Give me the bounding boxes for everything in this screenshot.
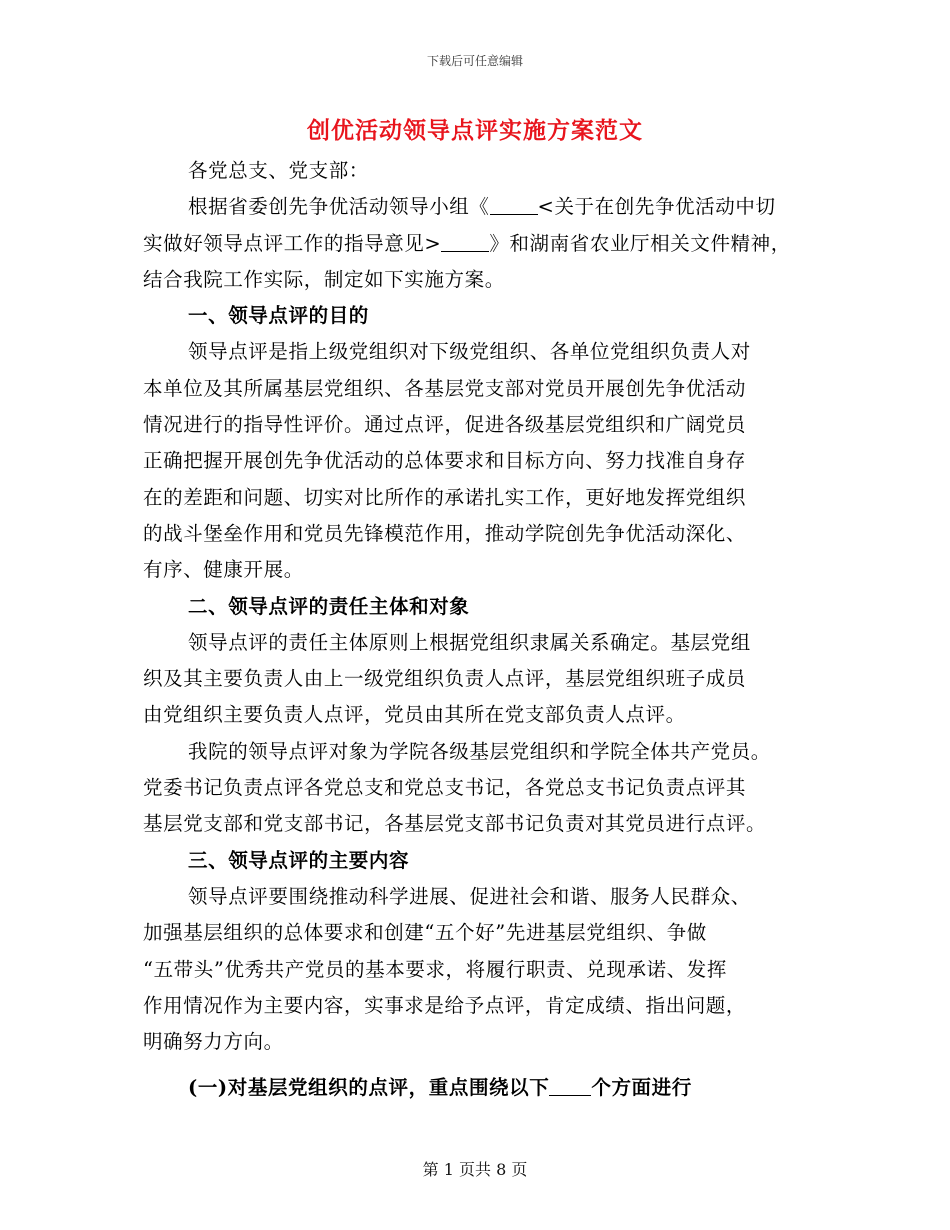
document-title: 创优活动领导点评实施方案范文: [307, 117, 643, 144]
blank-underline: [490, 194, 538, 215]
paragraph-line: 的战斗堡垒作用和党员先锋模范作用，推动学院创先争优活动深化、: [143, 521, 747, 545]
paragraph-line: 领导点评是指上级党组织对下级党组织、各单位党组织负责人对: [188, 340, 751, 364]
paragraph-line: 加强基层组织的总体要求和创建“五个好”先进基层党组织、争做: [143, 921, 707, 945]
paragraph-line: 党委书记负责点评各党总支和党总支书记，各党总支书记负责点评其: [143, 776, 747, 800]
text-run: 实做好领导点评工作的指导意见>: [143, 231, 442, 255]
section-heading: 一、领导点评的目的: [188, 304, 369, 328]
text-run: 》和湖南省农业厅相关文件精神，: [489, 231, 791, 255]
paragraph-line: 我院的领导点评对象为学院各级基层党组织和学院全体共产党员。: [188, 739, 771, 763]
paragraph-line: 在的差距和问题、切实对比所作的承诺扎实工作，更好地发挥党组织: [143, 485, 747, 509]
section-heading: 三、领导点评的主要内容: [188, 848, 410, 872]
text-run: (一)对基层党组织的点评，重点围绕以下: [188, 1076, 550, 1100]
page-header: 下载后可任意编辑: [426, 54, 523, 68]
paragraph-line: 有序、健康开展。: [143, 558, 304, 582]
paragraph-line: [143, 226, 811, 262]
blank-underline: [441, 231, 489, 252]
document-body: [143, 153, 811, 1107]
paragraph-line: 作用情况作为主要内容，实事求是给予点评，肯定成绩、指出问题，: [143, 993, 747, 1017]
salutation: 各党总支、党支部：: [188, 159, 369, 182]
blank-underline: [549, 1075, 591, 1096]
paragraph-line: 由党组织主要负责人点评，党员由其所在党支部负责人点评。: [143, 703, 686, 727]
text-run: <关于在创先争优活动中切: [537, 195, 776, 219]
paragraph-line: [143, 189, 811, 225]
subsection-heading: [143, 1070, 811, 1106]
paragraph-line: 本单位及其所属基层党组织、各基层党支部对党员开展创先争优活动: [143, 376, 747, 400]
paragraph-line: 正确把握开展创先争优活动的总体要求和目标方向、努力找准自身存: [143, 449, 747, 473]
paragraph-line: 领导点评的责任主体原则上根据党组织隶属关系确定。基层党组: [188, 630, 751, 654]
paragraph-line: 织及其主要负责人由上一级党组织负责人点评，基层党组织班子成员: [143, 667, 747, 691]
paragraph-line: 明确努力方向。: [143, 1030, 284, 1054]
paragraph-line: 领导点评要围绕推动科学进展、促进社会和谐、服务人民群众、: [188, 884, 751, 908]
paragraph-line: 结合我院工作实际，制定如下实施方案。: [143, 267, 505, 291]
text-run: 根据省委创先争优活动领导小组《: [188, 195, 490, 219]
paragraph-line: 情况进行的指导性评价。通过点评，促进各级基层党组织和广阔党员: [143, 413, 747, 437]
section-heading: 二、领导点评的责任主体和对象: [188, 594, 470, 618]
paragraph-line: “五带头”优秀共产党员的基本要求，将履行职责、兑现承诺、发挥: [143, 957, 727, 981]
text-run: 个方面进行: [591, 1076, 692, 1100]
paragraph-line: 基层党支部和党支部书记，各基层党支部书记负责对其党员进行点评。: [143, 812, 767, 836]
page-footer: 第 1 页共 8 页: [422, 1160, 528, 1179]
